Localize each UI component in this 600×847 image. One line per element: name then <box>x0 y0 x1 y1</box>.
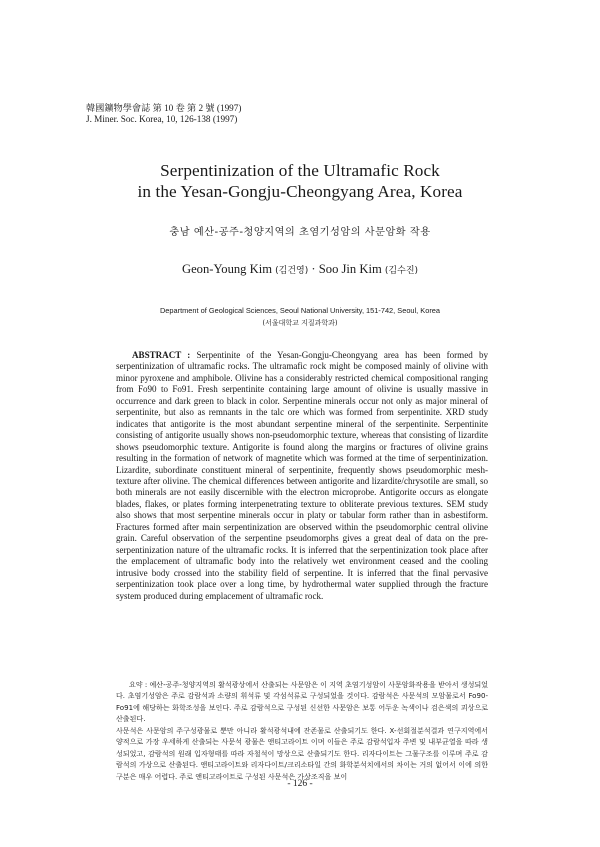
summary-paragraph-1: 요약 : 예산-공주-청양지역의 활석광상에서 산출되는 사문암은 이 지역 초염기성암이 사문암화작용을 받아서 생성되었다. 초염기성암은 주로 감람석과 소량의 휘석류 및 각섬석류로 구성되었을 것이다. 감람석은 사문석의 모암물로서 Fo90-Fo91에 해당하는 화학조성을 보인다. 주로 감람석으로 구성된 신선한 사문암은 보통 어두운 녹색이나 검은색의 괴상으로 산출된다. <box>116 680 488 724</box>
author-1-name: Geon-Young Kim <box>181 262 272 276</box>
author-separator: · <box>311 262 316 276</box>
page-number: - 126 - <box>287 779 313 789</box>
korean-summary-section <box>116 679 488 782</box>
abstract-section <box>116 350 488 602</box>
journal-citation-korean: 韓國鑛物學會誌 第 10 卷 第 2 號 (1997) <box>86 103 242 113</box>
affiliation-korean: (서울대학교 지질과학과) <box>262 319 338 327</box>
paper-title-korean: 충남 예산-공주-청양지역의 초염기성암의 사문암화 작용 <box>169 227 431 238</box>
journal-header <box>86 103 241 125</box>
affiliation-english: Department of Geological Sciences, Seoul National University, 151-742, Seoul, Korea <box>159 306 441 315</box>
journal-citation-english: J. Miner. Soc. Korea, 10, 126-138 (1997) <box>86 114 238 124</box>
summary-paragraph-2: 사문석은 사문암의 주구성광물로 뿐만 아니라 활석광석내에 잔존물로 산출되기도 한다. X-선회절분석결과 연구지역에서 양적으로 가장 우세하게 산출되는 사문석 광물은 앤티고라이트 이며 이들은 주로 감람석입자 주변 및 내부균열을 따라 생성되었고, 감람석의 원래 입자형태를 따라 자철석이 망상으로 산출되기도 한다. 리자다이트는 그물구조를 이루며 주로 감람석의 가상으로 산출된다. 앤티고라이트와 리자다이트/크리소타일 간의 화학분석치에서의 차이는 거의 없어서 이에 의한 구분은 매우 어렵다. 주로 앤티고라이트로 구성된 사문석은 가상조직을 보이 <box>116 725 488 781</box>
abstract-text: Serpentinite of the Yesan-Gongju-Cheongyang area has been formed by serpentinization of ultramafic rocks. The ultramafic rock might be composed mainly of olivine with minor pyroxene and amphibole. Olivine has a considerably restricted chemical compositional ranging from Fo90 to Fo91. Fresh serpentinite containing large amount of olivine is usually massive in occurrence and dark green to black in color. Serpentine minerals occur not only as major mineral of serpentinite, but also as remnants in the talc ore which was formed from serpentinite. XRD study indicates that antigorite is the most abundant serpentine mineral of the serpentinite. Serpentinite consisting of antigorite usually shows non-pseudomorphic texture, whereas that consisting of lizardite shows pseudomorphic texture. Antigorite is found along the margins or fractures of olivine grains resulting in the formation of network of magnetite which was formed at the time of serpentinization. Lizardite, subordinate constituent mineral of serpentinite, frequently shows pseudomorphic mesh-texture after olivine. The chemical differences between antigorite and lizardite/chrysotile are small, so both minerals are not easily discernible with the electron microprobe. Antigorite occurs as elongate blades, flakes, or plates forming interpenetrating texture to obliterate previous textures. SEM study also shows that most serpentine minerals occur in platy or tabular form rather than in asbestiform. Fractures formed after main serpentinization are observed within the pseudomorphic central olivine grain. Careful observation of the serpentine pseudomorphs gives a great deal of data on the pre-serpentinization nature of the ultramafic rocks. It is inferred that the serpentinization took place after the emplacement of ultramafic body into the relatively wet environment ceased and the cooling intrusive body crossed into the stability field of serpentine. It is inferred that the final pervasive serpentinization took place over a long time, by hydrothermal water supplied through the fracture system produced during emplacement of ultramafic rock. <box>116 350 488 601</box>
abstract-paragraph <box>116 350 488 602</box>
affiliation <box>0 305 600 329</box>
author-1-korean-name: (김건영) <box>275 266 309 276</box>
paper-title-line-2: in the Yesan-Gongju-Cheongyang Area, Korea <box>137 182 463 201</box>
paper-title-line-1: Serpentinization of the Ultramafic Rock <box>160 161 440 180</box>
author-2-korean-name: (김수진) <box>384 266 419 276</box>
author-line <box>0 262 600 277</box>
author-2-name: Soo Jin Kim <box>318 262 382 276</box>
abstract-label: ABSTRACT : <box>132 350 191 360</box>
paper-title <box>0 160 600 202</box>
